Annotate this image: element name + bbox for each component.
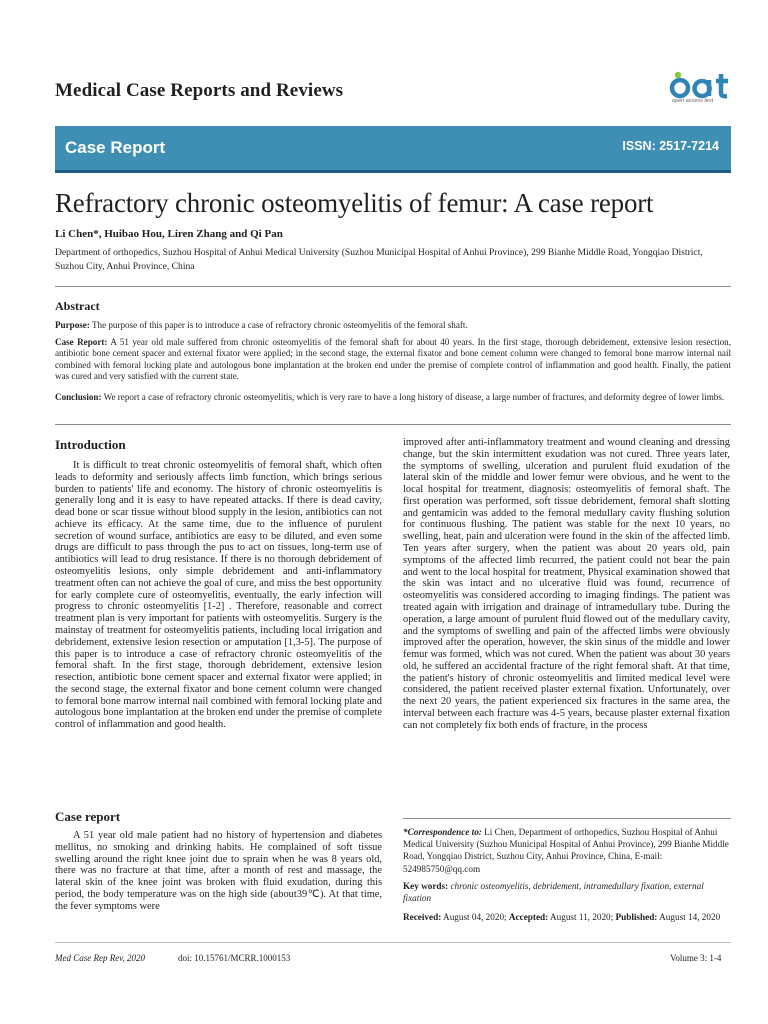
- footnote-divider: [403, 818, 731, 819]
- journal-title: Medical Case Reports and Reviews: [55, 80, 344, 101]
- article-title: Refractory chronic osteomyelitis of femur: A case report: [55, 188, 654, 218]
- abstract-case: [55, 337, 731, 383]
- keywords-label: Key words:: [403, 881, 449, 891]
- received-label: Received:: [403, 912, 442, 922]
- published-label: Published:: [615, 912, 658, 922]
- introduction-heading: Introduction: [55, 437, 126, 452]
- logo-tagline: open access text: [672, 98, 714, 104]
- issn: ISSN: 2517-7214: [622, 139, 719, 153]
- case-text: A 51 year old male suffered from chronic osteomyelitis of the femoral shaft for about 40 years. In the first stage, thorough debridement, extensive lesion resection, antibiotic bone cement spacer and external fixator were applied; in the second stage, the external fixator and bone cement column were changed to femoral bone marrow internal nail combined with femoral locking plate and autologous bone implantation at the broken end under the premise of complete control of inflammation and good health. Finally, the patient was cured and very satisfied with the current state.: [55, 337, 731, 382]
- received-date: August 04, 2020;: [441, 912, 509, 922]
- case-report-continued: improved after anti-inflammatory treatment and wound cleaning and dressing change, but the skin intermittent exudation was not cured. Three years later, the symptoms of swelling, ulceration and purulent fluid exudation of the lateral skin of the middle and lower femur were obvious, and he went to the local hospital for treatment, diagnosis: osteomyelitis of femoral shaft. The first operation was performed, soft tissue debridement, femoral shaft slotting and gentamicin was added to the femoral medullary cavity flushing solution for continuous flushing. The patient was stable for the next 10 years, no swelling, heat, pain and ulceration were found in the skin of the affected limb. Ten years after surgery, when the patient was about 20 years old, pain symptoms of the affected limb recurred, the patient could not bear the pain and went to the local hospital for treatment, Physical examination showed that the skin was intact and no ulcerative fluid was found, recurrence of osteomyelitis was considered according to imaging findings. The patient was treated again with irrigation and drainage of intramedullary tube. During the operation, a large amount of purulent fluid flowed out of the medullary cavity, and the symptoms of swelling and pain of the affected limbs were obviously improved after the operation, however, the skin sinus of the middle and lower femur was formed, which was not cured. When the patient was about 30 years old, he suffered an accidental fracture of the right femoral shaft. At that time, the patient's history of chronic osteomyelitis and limited medical level were considered, the patient received plaster external fixation. Unfortunately, over the next 20 years, the patient experienced six fractures in the same area, the interval between each fracture was 4-5 years, because plaster external fixation can not completely fix both ends of fracture, in the process: [403, 437, 730, 731]
- correspondence-text: Li Chen, Department of orthopedics, Suzhou Hospital of Anhui Medical University (Suzhou Municipal Hospital of Anhui Province), 299 Bianhe Middle Road, Yongqiao District, Suzhou City, Anhui Province, China, E-mail: 524985750@qq.com: [403, 827, 729, 874]
- published-date: August 14, 2020: [657, 912, 721, 922]
- case-label: Case Report:: [55, 337, 108, 347]
- abstract-conclusion: [55, 392, 731, 403]
- purpose-label: Purpose:: [55, 320, 90, 330]
- footer-volume: Volume 3: 1-4: [670, 953, 722, 963]
- dates: [403, 911, 731, 923]
- abstract-purpose: [55, 320, 731, 331]
- case-report-text: A 51 year old male patient had no history of hypertension and diabetes mellitus, no smoking and drinking habits. He complained of soft tissue swelling around the right knee joint due to sprain when he was 8 years old, there was no fracture at that time, after a month of rest and massage, the lateral skin of the knee joint was broken with fluid exudation, during this period, the body temperature was on the high side (about39℃). At that time, the fever symptoms were: [55, 830, 382, 912]
- divider: [55, 424, 731, 425]
- article-type: Case Report: [65, 138, 166, 157]
- abstract-heading: Abstract: [55, 299, 100, 313]
- footer-doi: doi: 10.15761/MCRR.1000153: [178, 953, 291, 963]
- conclusion-label: Conclusion:: [55, 392, 102, 402]
- introduction-text: It is difficult to treat chronic osteomyelitis of femoral shaft, which often leads to deformity and seriously affects limb function, which brings serious burden to patients' life and economy. The history of chronic osteomyelitis is generally long and it is easy to have repeated attacks. If there is dead cavity, dead bone or scar tissue without blood supply in the lesion, antibiotics can not achieve its efficacy. At the same time, due to the influence of purulent secretion of wound surface, antibiotics are easy to be diluted, and even some drugs are difficult to pass through the pus to act on tissues, long-term use of antibiotics will lead to drug resistance. If there is no thorough debridement of osteomyelitis lesions, only simple debridement and anti-inflammatory treatment often can not achieve the goal of cure, and miss the best opportunity for early complete cure of osteomyelitis, eventually, the early infection will progress to chronic osteomyelitis [1-2] . Therefore, reasonable and correct treatment plan is very important for patients with osteomyelitis. Surgery is the mainstay of treatment for osteomyelitis patients, including local irrigation and debridement, extensive lesion resection or amputation [1,3-5]. The purpose of this paper is to introduce a case of refractory chronic osteomyelitis of the femoral shaft. In the first stage, thorough debridement, extensive lesion resection, antibiotic bone cement spacer and external fixator were applied; in the second stage, the external fixator and bone cement column were changed to femoral bone marrow internal nail combined with femoral locking plate and autologous bone implantation at the broken end under the premise of complete control of inflammation and good health.: [55, 460, 382, 731]
- purpose-text: The purpose of this paper is to introduce a case of refractory chronic osteomyelitis of the femoral shaft.: [89, 320, 468, 330]
- authors: Li Chen*, Huibao Hou, Liren Zhang and Qi Pan: [55, 228, 283, 240]
- conclusion-text: We report a case of refractory chronic osteomyelitis, which is very rare to have a long history of disease, a large number of fractures, and deformity degree of lower limbs.: [101, 392, 725, 402]
- accepted-date: August 11, 2020;: [548, 912, 616, 922]
- footer-journal: Med Case Rep Rev, 2020: [55, 953, 146, 963]
- keywords: [403, 880, 731, 904]
- case-report-heading: Case report: [55, 809, 121, 824]
- article-type-banner: [55, 126, 731, 173]
- correspondence-label: *Correspondence to:: [403, 827, 482, 837]
- divider: [55, 286, 731, 287]
- correspondence: [403, 826, 731, 875]
- affiliation: Department of orthopedics, Suzhou Hospital of Anhui Medical University (Suzhou Municipal Hospital of Anhui Province), 299 Bianhe Middle Road, Yongqiao District, Suzhou City, Anhui Province, China: [55, 247, 703, 272]
- accepted-label: Accepted:: [508, 912, 549, 922]
- footer-divider: [55, 942, 731, 943]
- keywords-text: chronic osteomyelitis, debridement, intramedullary fixation, external fixation: [403, 881, 704, 904]
